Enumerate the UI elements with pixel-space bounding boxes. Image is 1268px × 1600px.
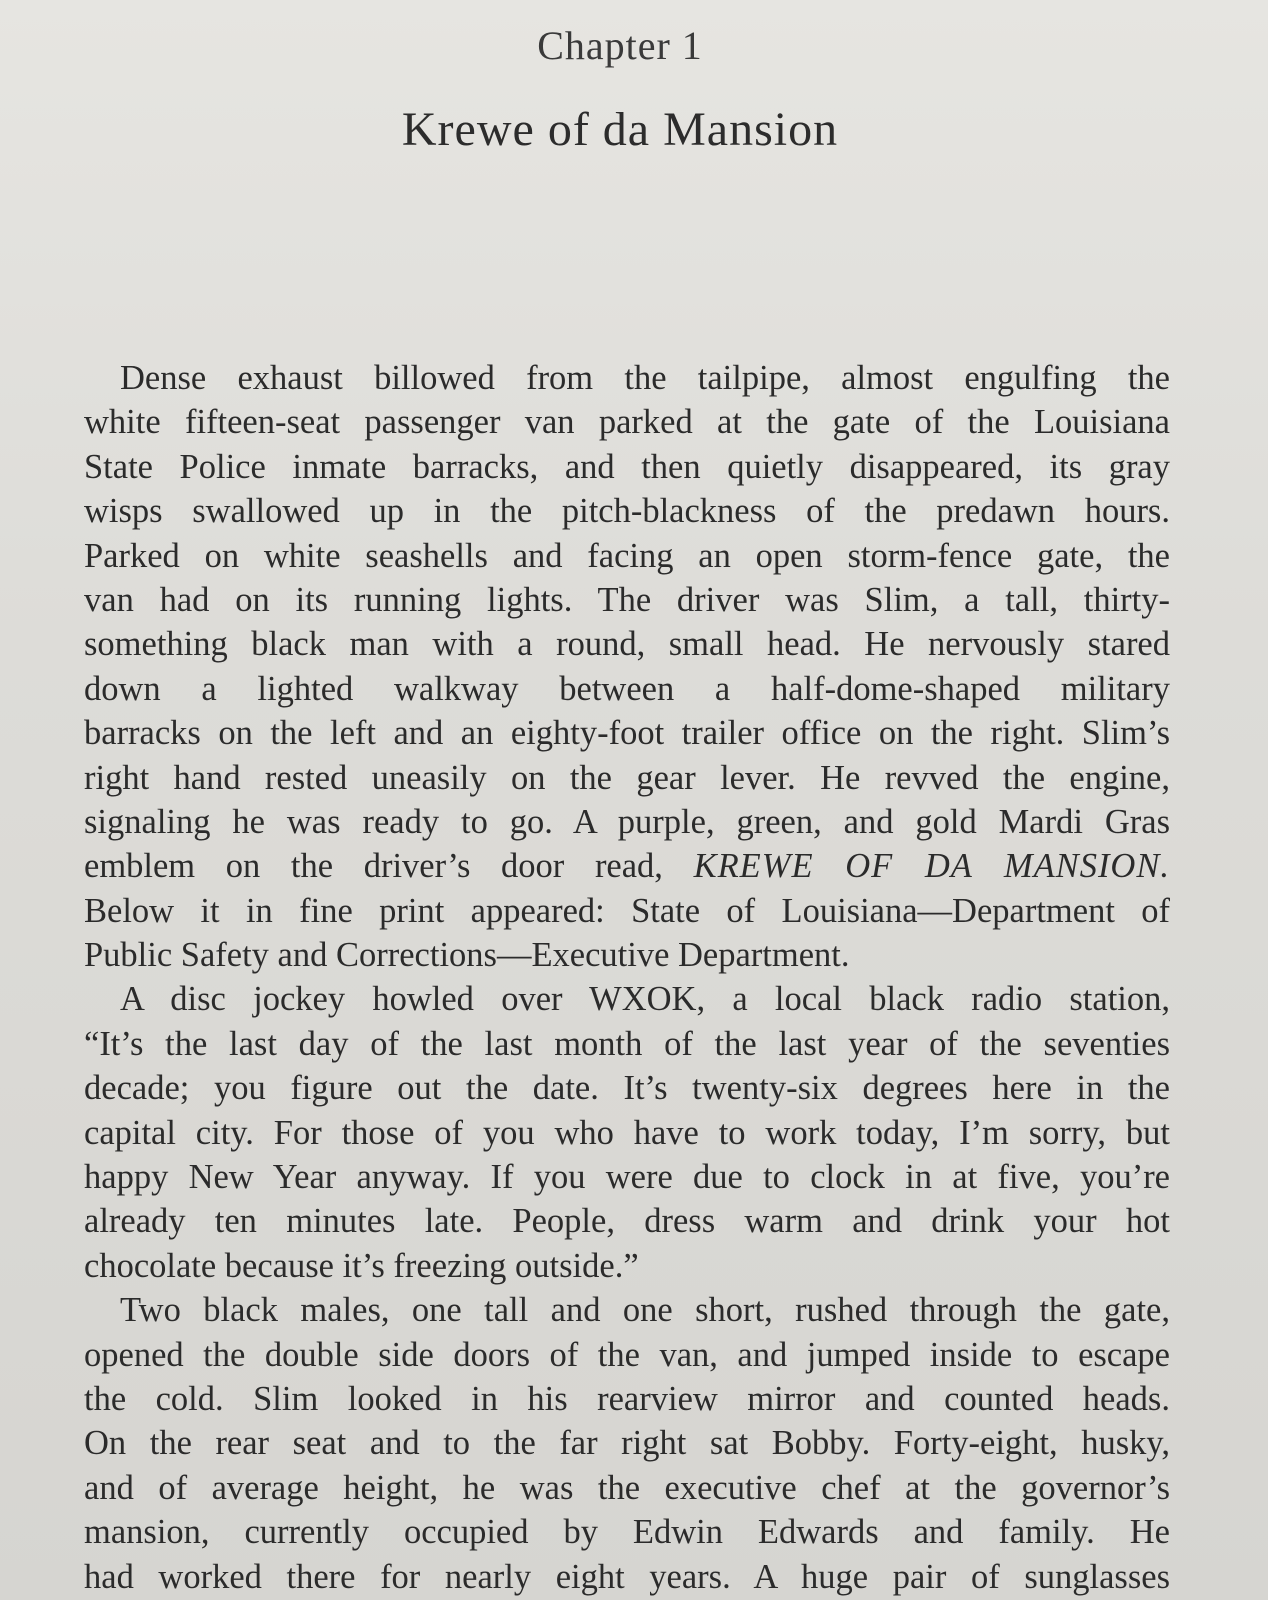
- text-line: and of average height, he was the executive chef at the governor’s: [84, 1468, 1170, 1507]
- text-line: down a lighted walkway between a half-dome-shaped military: [84, 669, 1170, 708]
- text-line: the cold. Slim looked in his rearview mirror and counted heads.: [84, 1379, 1170, 1418]
- text-line: Below it in fine print appeared: State of Louisiana—Department of: [84, 891, 1170, 930]
- text-line: decade; you figure out the date. It’s twenty-six degrees here in the: [84, 1069, 1170, 1108]
- text-line: barracks on the left and an eighty-foot trailer office on the right. Slim’s: [84, 714, 1170, 753]
- paragraph-2: [84, 977, 1170, 1288]
- text-line: white fifteen-seat passenger van parked at the gate of the Louisiana: [84, 403, 1170, 442]
- text-line: happy New Year anyway. If you were due to clock in at five, you’re: [84, 1158, 1170, 1197]
- text-line: wisps swallowed up in the pitch-blackness of the predawn hours.: [84, 492, 1170, 531]
- chapter-body: [84, 356, 1170, 1599]
- text-line: right hand rested uneasily on the gear lever. He revved the engine,: [84, 758, 1170, 797]
- text-line: Dense exhaust billowed from the tailpipe, almost engulfing the: [120, 359, 1170, 397]
- paragraph-1: [84, 356, 1170, 977]
- text-line: already ten minutes late. People, dress warm and drink your hot: [84, 1202, 1170, 1241]
- text-line: signaling he was ready to go. A purple, green, and gold Mardi Gras: [84, 802, 1170, 841]
- text-line-emblem: [84, 844, 1170, 888]
- text-line: mansion, currently occupied by Edwin Edwards and family. He: [84, 1513, 1170, 1552]
- chapter-number: Chapter 1: [537, 23, 703, 68]
- text-line: opened the double side doors of the van, and jumped inside to escape: [84, 1335, 1170, 1374]
- text-line: On the rear seat and to the far right sat Bobby. Forty-eight, husky,: [84, 1424, 1170, 1463]
- text-line: capital city. For those of you who have to work today, I’m sorry, but: [84, 1113, 1170, 1152]
- paragraph-3: [84, 1288, 1170, 1599]
- text-line: chocolate because it’s freezing outside.”: [84, 1246, 639, 1285]
- krewe-emblem-text: KREWE OF DA MANSION.: [693, 847, 1170, 886]
- text-line: “It’s the last day of the last month of the last year of the seventies: [84, 1024, 1170, 1063]
- text-line: Parked on white seashells and facing an open storm-fence gate, the: [84, 536, 1170, 575]
- emblem-line-prefix: emblem on the driver’s door read,: [84, 847, 694, 886]
- text-line: Public Safety and Corrections—Executive Department.: [84, 936, 850, 975]
- text-line: A disc jockey howled over WXOK, a local black radio station,: [120, 980, 1170, 1019]
- text-line: State Police inmate barracks, and then quietly disappeared, its gray: [84, 447, 1170, 486]
- chapter-title: Krewe of da Mansion: [401, 103, 839, 156]
- text-line: something black man with a round, small head. He nervously stared: [84, 625, 1170, 664]
- text-line: van had on its running lights. The driver was Slim, a tall, thirty-: [84, 580, 1170, 619]
- text-line: had worked there for nearly eight years. A huge pair of sunglasses: [84, 1557, 1170, 1596]
- text-line: Two black males, one tall and one short, rushed through the gate,: [120, 1291, 1170, 1330]
